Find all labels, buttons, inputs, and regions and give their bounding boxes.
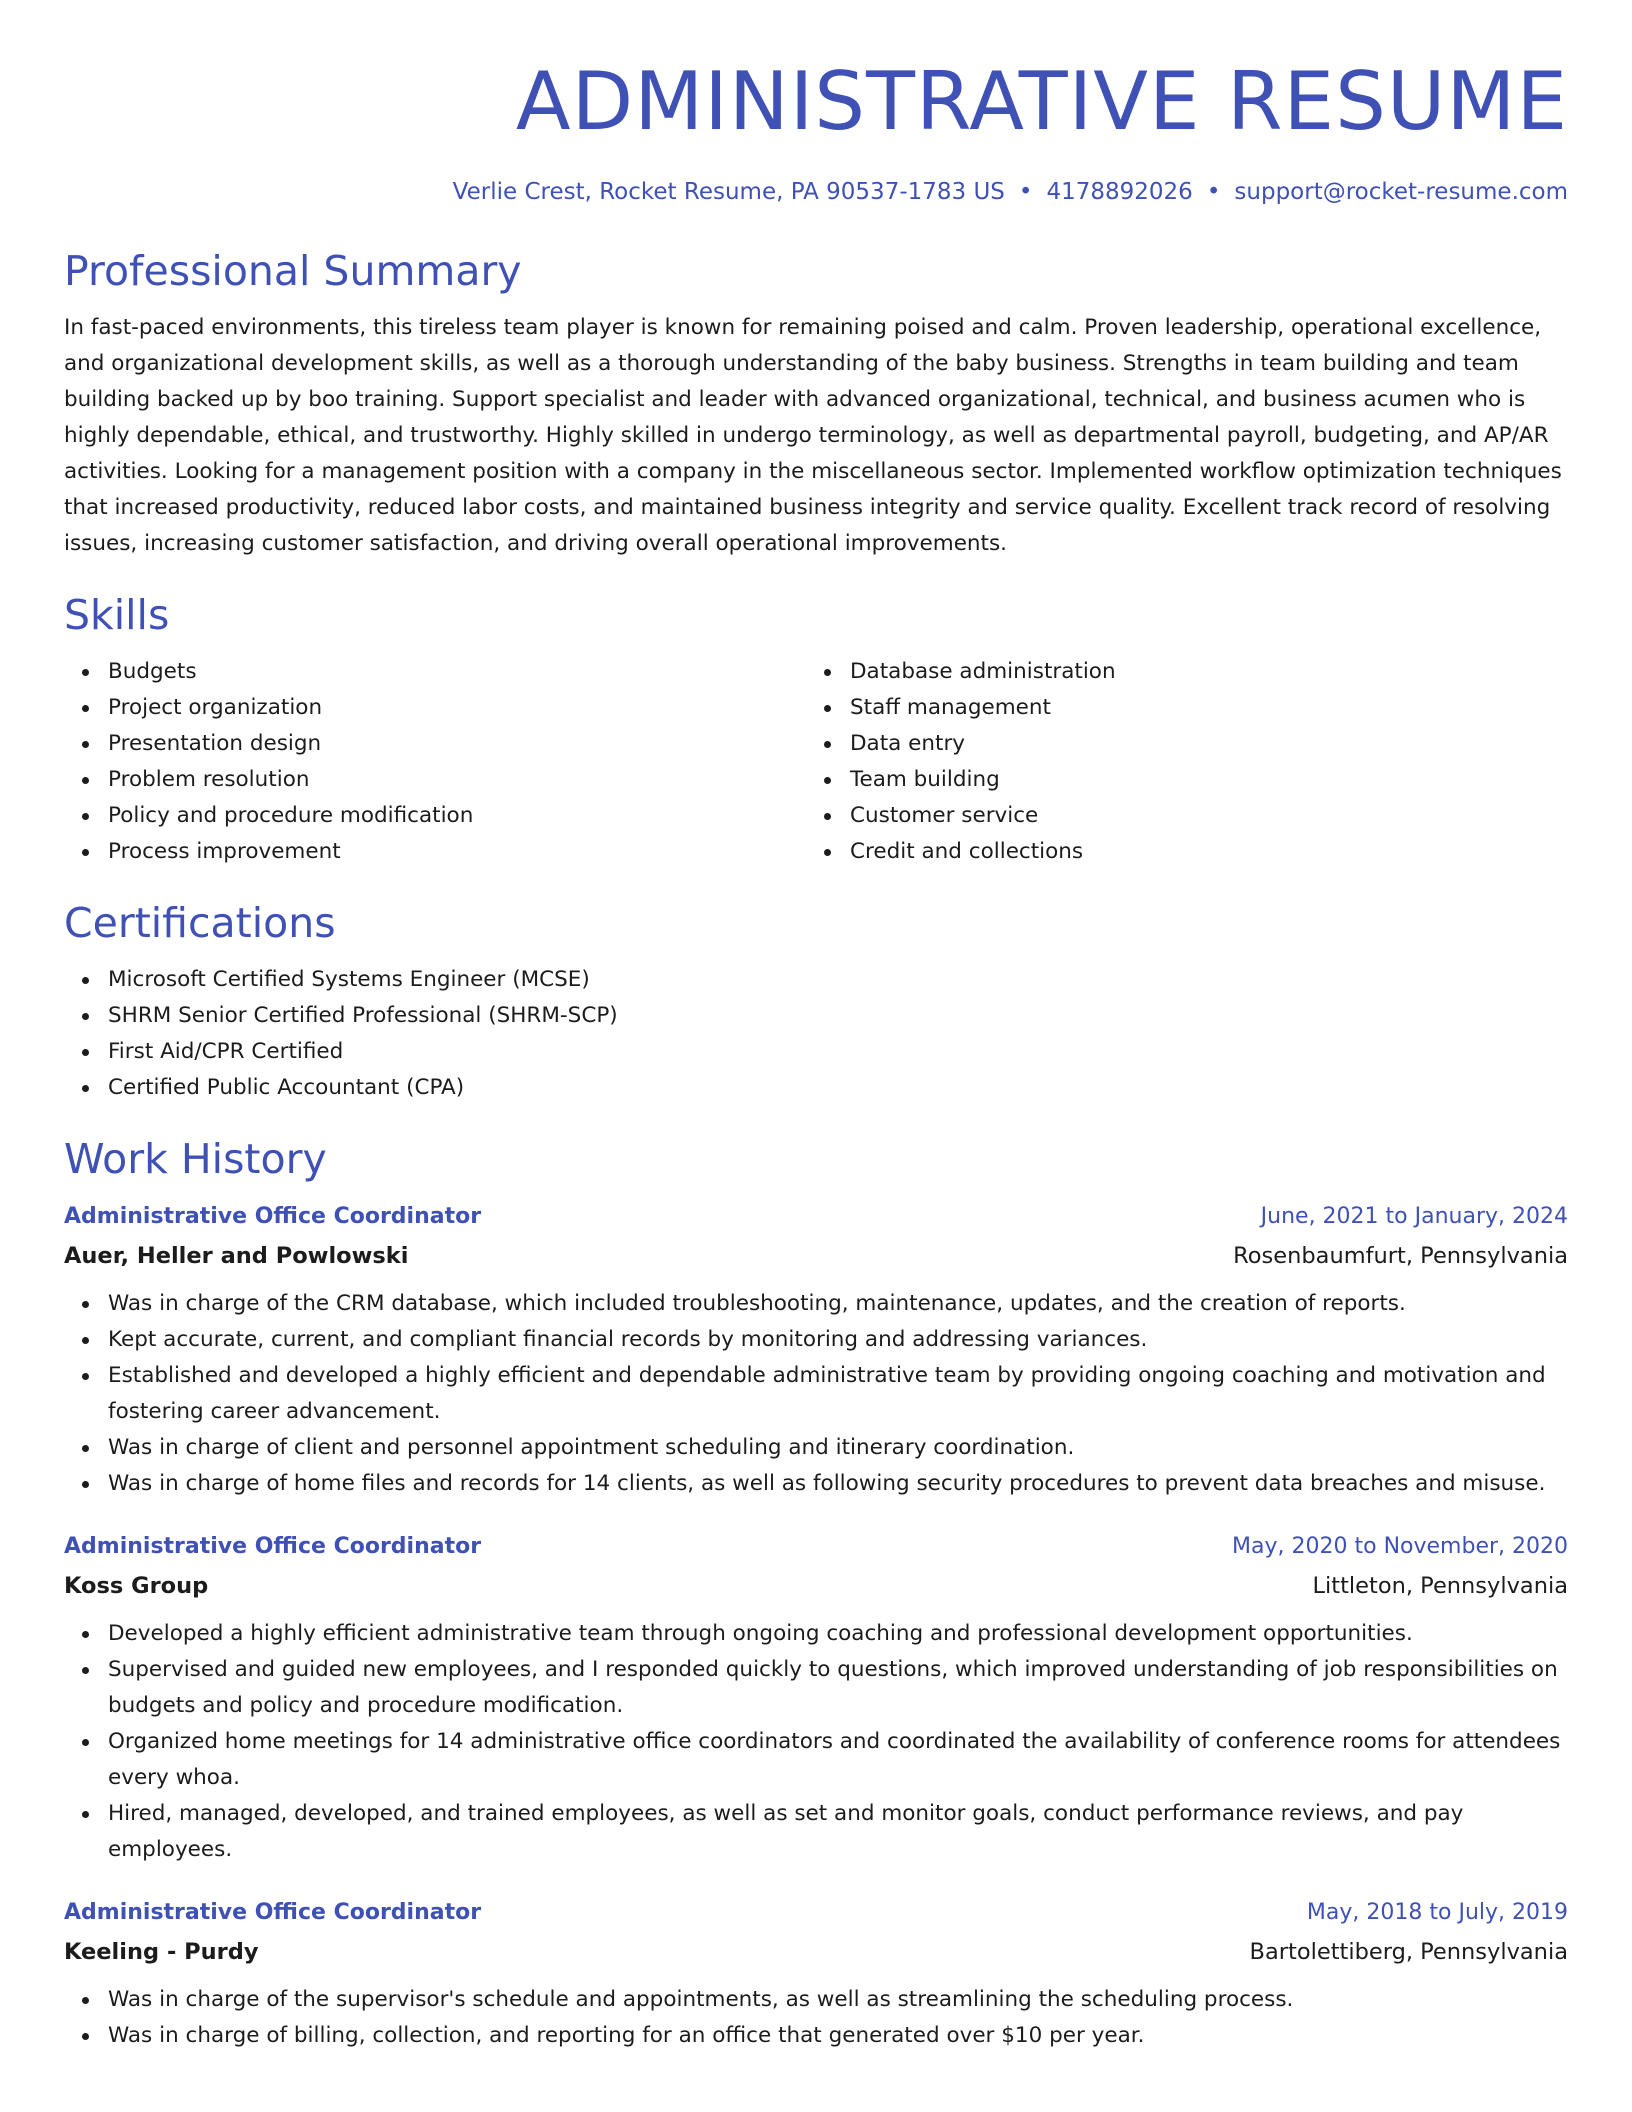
job-bullet: Was in charge of the supervisor's schedule and appointments, as well as streamlining the scheduling process.	[108, 1982, 1568, 2018]
job-location: Littleton, Pennsylvania	[1312, 1573, 1568, 1599]
resume-header	[64, 0, 1568, 206]
job-dates: June, 2021 to January, 2024	[1260, 1204, 1568, 1229]
job-title: Administrative Office Coordinator	[64, 1204, 482, 1229]
job-bullet: Established and developed a highly efficient and dependable administrative team by providing ongoing coaching and motivation and fostering career advancement.	[108, 1358, 1568, 1430]
job-entry	[64, 1198, 1568, 1502]
summary-section	[64, 246, 1568, 562]
skills-heading: Skills	[64, 591, 170, 639]
job-entry	[64, 1528, 1568, 1868]
job-bullet: Was in charge of client and personnel appointment scheduling and itinerary coordination.	[108, 1430, 1568, 1466]
certification-item: First Aid/CPR Certified	[108, 1034, 1568, 1070]
summary-heading: Professional Summary	[64, 247, 522, 295]
skill-item: Team building	[850, 762, 1548, 798]
skills-grid	[64, 654, 1568, 870]
job-bullets	[64, 1616, 1568, 1868]
skill-item: Staff management	[850, 690, 1548, 726]
contact-email[interactable]: support@rocket-resume.com	[1234, 179, 1568, 205]
skills-column-right	[806, 654, 1548, 870]
job-location: Bartolettiberg, Pennsylvania	[1249, 1939, 1568, 1965]
job-dates: May, 2018 to July, 2019	[1306, 1900, 1568, 1925]
job-subheader	[64, 1932, 1568, 1972]
skill-item: Database administration	[850, 654, 1548, 690]
resume-title: ADMINISTRATIVE RESUME	[515, 55, 1568, 148]
contact-separator: •	[1206, 179, 1221, 205]
job-bullet: Hired, managed, developed, and trained employees, as well as set and monitor goals, conduct performance reviews, and pay employees.	[108, 1796, 1568, 1868]
skills-column-left	[64, 654, 806, 870]
work-history-heading: Work History	[64, 1135, 327, 1183]
job-bullet: Developed a highly efficient administrative team through ongoing coaching and professional development opportunities.	[108, 1616, 1568, 1652]
skill-item: Data entry	[850, 726, 1548, 762]
job-subheader	[64, 1566, 1568, 1606]
certifications-section	[64, 898, 1568, 1106]
job-header	[64, 1528, 1568, 1566]
skill-item: Policy and procedure modification	[108, 798, 806, 834]
job-company: Koss Group	[64, 1573, 209, 1599]
certifications-list	[64, 962, 1568, 1106]
skill-item: Problem resolution	[108, 762, 806, 798]
job-title: Administrative Office Coordinator	[64, 1534, 482, 1559]
job-location: Rosenbaumfurt, Pennsylvania	[1233, 1243, 1568, 1269]
job-bullet: Was in charge of the CRM database, which included troubleshooting, maintenance, updates, and the creation of reports.	[108, 1286, 1568, 1322]
job-dates: May, 2020 to November, 2020	[1232, 1534, 1568, 1559]
job-header	[64, 1198, 1568, 1236]
contact-line	[64, 178, 1568, 206]
skill-item: Customer service	[850, 798, 1548, 834]
job-bullet: Was in charge of billing, collection, and reporting for an office that generated over $10 per year.	[108, 2018, 1568, 2054]
job-bullets	[64, 1286, 1568, 1502]
job-entry	[64, 1894, 1568, 2054]
contact-address: Verlie Crest, Rocket Resume, PA 90537-1783 US	[452, 179, 1005, 205]
certification-item: Certified Public Accountant (CPA)	[108, 1070, 1568, 1106]
skill-item: Budgets	[108, 654, 806, 690]
job-bullet: Was in charge of home files and records for 14 clients, as well as following security procedures to prevent data breaches and misuse.	[108, 1466, 1568, 1502]
contact-separator: •	[1018, 179, 1033, 205]
summary-text: In fast-paced environments, this tireless team player is known for remaining poised and calm. Proven leadership, operational excellence, and organizational development skills, as well as a thorough understanding of the baby business. Strengths in team building and team building backed up by boo training. Support specialist and leader with advanced organizational, technical, and business acumen who is highly dependable, ethical, and trustworthy. Highly skilled in undergo terminology, as well as departmental payroll, budgeting, and AP/AR activities. Looking for a management position with a company in the miscellaneous sector. Implemented workflow optimization techniques that increased productivity, reduced labor costs, and maintained business integrity and service quality. Excellent track record of resolving issues, increasing customer satisfaction, and driving overall operational improvements.	[64, 315, 1562, 556]
skills-section	[64, 590, 1568, 870]
job-header	[64, 1894, 1568, 1932]
job-bullet: Supervised and guided new employees, and I responded quickly to questions, which improved understanding of job responsibilities on budgets and policy and procedure modification.	[108, 1652, 1568, 1724]
job-company: Keeling - Purdy	[64, 1939, 259, 1965]
certifications-heading: Certifications	[64, 899, 336, 947]
job-bullets	[64, 1982, 1568, 2054]
job-company: Auer, Heller and Powlowski	[64, 1243, 409, 1269]
job-title: Administrative Office Coordinator	[64, 1900, 482, 1925]
work-history-section	[64, 1134, 1568, 2054]
certification-item: Microsoft Certified Systems Engineer (MCSE)	[108, 962, 1568, 998]
job-bullet: Kept accurate, current, and compliant financial records by monitoring and addressing variances.	[108, 1322, 1568, 1358]
contact-phone[interactable]: 4178892026	[1046, 179, 1193, 205]
skill-item: Credit and collections	[850, 834, 1548, 870]
skill-item: Process improvement	[108, 834, 806, 870]
skill-item: Project organization	[108, 690, 806, 726]
job-subheader	[64, 1236, 1568, 1276]
job-bullet: Organized home meetings for 14 administrative office coordinators and coordinated the availability of conference rooms for attendees every whoa.	[108, 1724, 1568, 1796]
skill-item: Presentation design	[108, 726, 806, 762]
certification-item: SHRM Senior Certified Professional (SHRM-SCP)	[108, 998, 1568, 1034]
